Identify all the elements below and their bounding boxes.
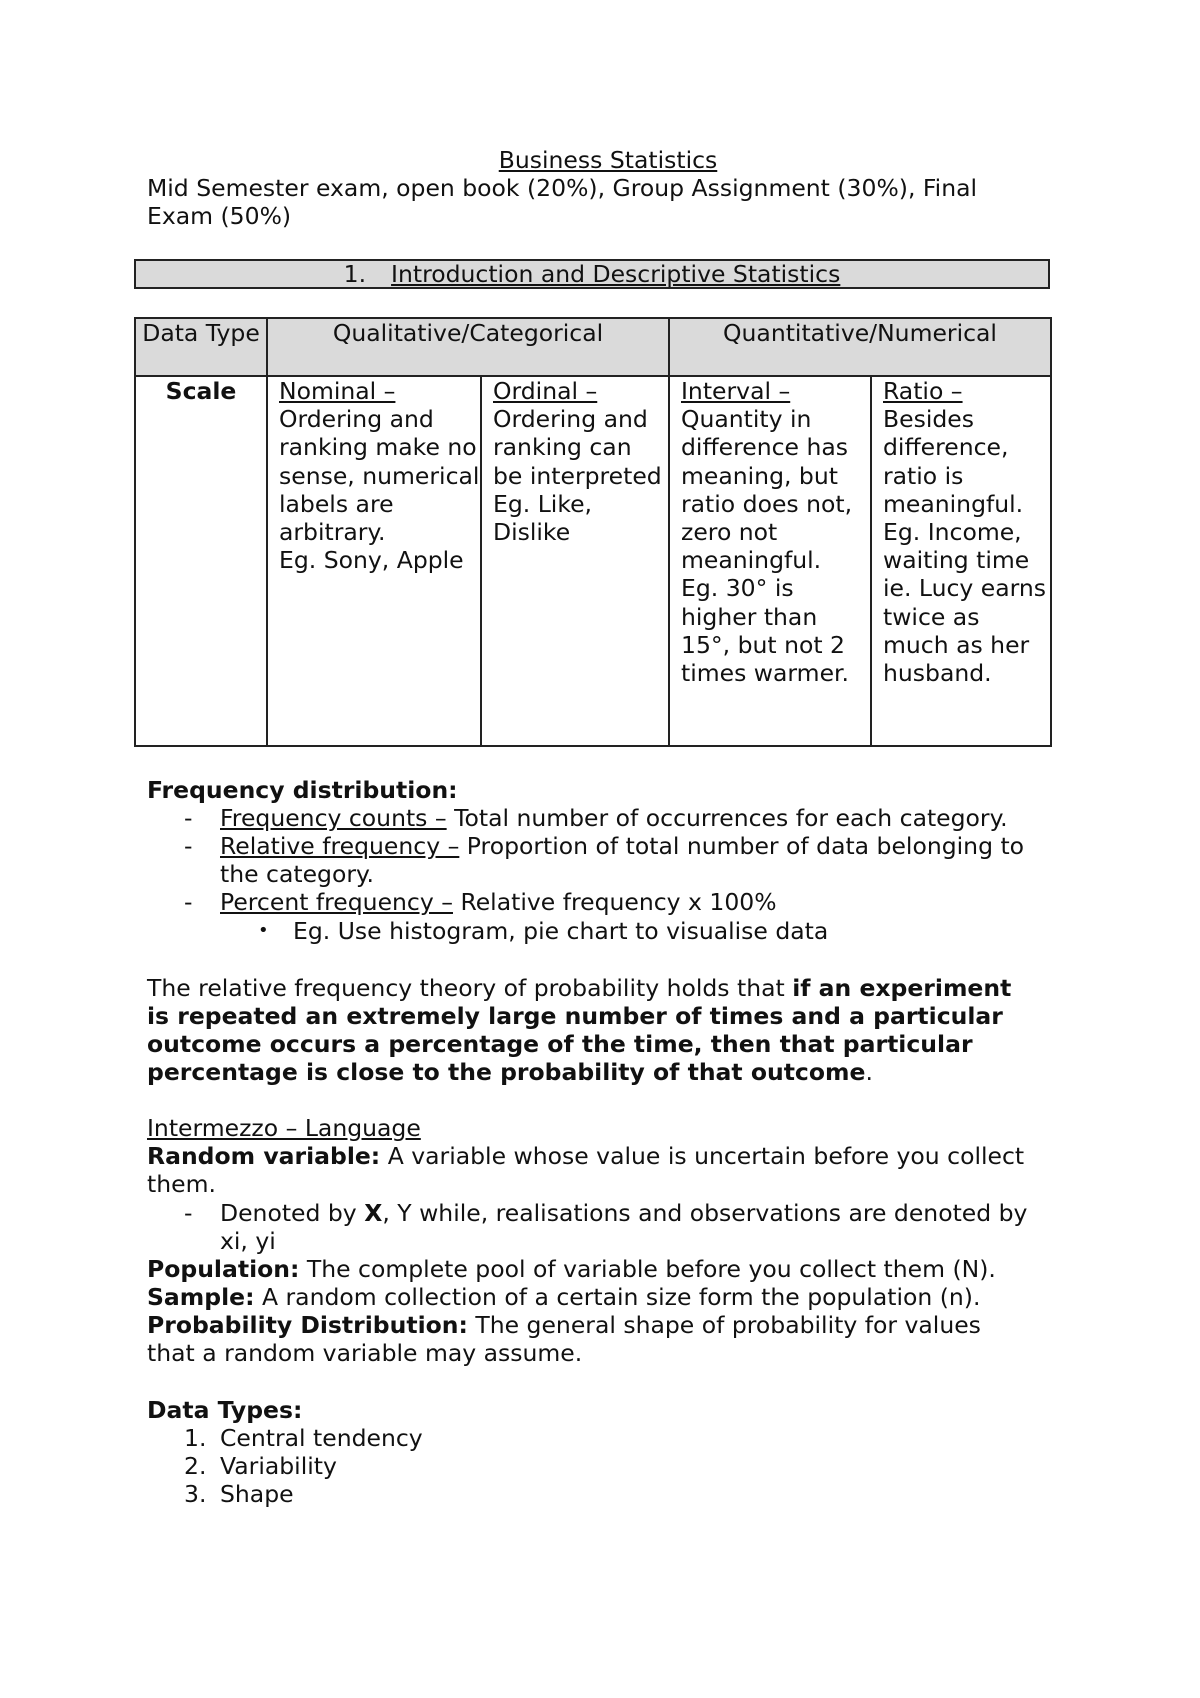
section-heading <box>134 259 1050 289</box>
dash-marker: - <box>184 1199 193 1227</box>
ratio-cell <box>871 376 1051 746</box>
table-header-row <box>135 318 1051 376</box>
frequency-heading: Frequency distribution: <box>147 776 458 804</box>
ratio-example: Eg. Income, waiting time ie. Lucy earns twice as much as her husband. <box>883 518 1047 688</box>
interval-description: Quantity in difference has meaning, but ratio does not, zero not meaningful. <box>681 405 853 575</box>
intermezzo-heading: Intermezzo – Language <box>147 1114 421 1142</box>
relative-frequency-text: Proportion of total number of data belonging to <box>459 832 1025 860</box>
nominal-description: Ordering and ranking make no sense, numerical labels are arbitrary. <box>279 405 480 547</box>
document-page: Business Statistics Mid Semester exam, open book (20%), Group Assignment (30%), Final Exam (50%) 1. Introduction and Descriptive Statistics Data Type Qualitative/Categorical Quantitative/Numerical Scale Nominal – Ordering and ranking make no sense, numerical labels are arbitrary. Eg. Sony, Apple Ordinal – Ordering and ranking can be interpreted Eg. Like, Dislike Interval – Quantity in difference has meaning, but ratio does not, zero not meaningful. Eg. 30° is higher than 15°, but not 2 times warmer. Ratio – Besides difference, ratio is meaningful. Eg. Income, waiting time ie. Lucy earns twice as much as her husband. Frequency distribution: - Frequency counts – Total number of occurrences for each category. - Relative frequency – Proportion of total number of data belonging to the category. - Percent frequency – Relative frequency x 100% • Eg. Use histogram, pie chart to visualise data The relative frequency theory of probability holds that if an experiment is repeated an extremely large number of times and a particular outcome occurs a percentage of the time, then that particular percentage is close to the probability of that outcome. Intermezzo – Language Random variable: A variable whose value is uncertain before you collect them. - Denoted by X, Y while, realisations and observations are denoted by xi, yi Population: The complete pool of variable before you collect them (N). Sample: A random collection of a certain size form the population (n). Probability Distribution: The general shape of probability for values that a random variable may assume. Data Types: 1. Central tendency 2. Variability 3. Shape <box>0 0 1200 1698</box>
interval-example: Eg. 30° is higher than 15°, but not 2 times warmer. <box>681 574 849 688</box>
percent-frequency-term: Percent frequency – <box>220 888 453 916</box>
measurement-scale-table <box>134 317 1052 747</box>
visualise-example: Eg. Use histogram, pie chart to visualise data <box>293 917 829 945</box>
variability-label: Variability <box>220 1452 337 1480</box>
percent-frequency-text: Relative frequency x 100% <box>452 888 777 916</box>
dash-marker: - <box>184 832 193 860</box>
theory-line-3: outcome occurs a percentage of the time, then that particular <box>147 1030 973 1058</box>
list-number: 1. <box>184 1424 207 1452</box>
data-types-heading: Data Types: <box>147 1396 303 1424</box>
denoted-continued: xi, yi <box>220 1227 276 1255</box>
random-variable-definition: Random variable: A variable whose value is uncertain before you collect <box>147 1142 1025 1170</box>
ordinal-example: Eg. Like, Dislike <box>493 489 593 547</box>
nominal-example: Eg. Sony, Apple <box>279 546 464 575</box>
bullet-marker: • <box>258 920 269 941</box>
scale-label: Scale <box>135 376 267 746</box>
random-variable-continued: them. <box>147 1170 216 1198</box>
theory-line-2: is repeated an extremely large number of times and a particular <box>147 1002 1003 1030</box>
probability-distribution-continued: that a random variable may assume. <box>147 1339 583 1367</box>
list-number: 2. <box>184 1452 207 1480</box>
theory-line-4: percentage is close to the probability of that outcome. <box>147 1058 873 1086</box>
ratio-title: Ratio – <box>883 377 963 405</box>
quantitative-header: Quantitative/Numerical <box>669 318 1051 376</box>
table-row <box>135 376 1051 746</box>
central-tendency-label: Central tendency <box>220 1424 423 1452</box>
nominal-title: Nominal – <box>279 377 396 405</box>
list-number: 3. <box>184 1480 207 1508</box>
theory-line-1: The relative frequency theory of probability holds that if an experiment <box>147 974 1012 1002</box>
dash-marker: - <box>184 888 193 916</box>
section-number: 1. <box>343 260 367 288</box>
assessment-line-1: Mid Semester exam, open book (20%), Group Assignment (30%), Final <box>147 174 978 202</box>
interval-title: Interval – <box>681 377 791 405</box>
page-title: Business Statistics <box>498 146 718 174</box>
section-title: Introduction and Descriptive Statistics <box>391 260 841 288</box>
frequency-counts-term: Frequency counts – <box>220 804 447 832</box>
shape-label: Shape <box>220 1480 294 1508</box>
ordinal-description: Ordering and ranking can be interpreted <box>493 405 662 490</box>
ordinal-title: Ordinal – <box>493 377 598 405</box>
relative-frequency-term: Relative frequency – <box>220 832 460 860</box>
nominal-cell <box>267 376 481 746</box>
relative-frequency-continued: the category. <box>220 860 375 888</box>
frequency-counts-text: Total number of occurrences for each category. <box>446 804 1008 832</box>
data-type-header: Data Type <box>135 318 267 376</box>
interval-cell <box>669 376 871 746</box>
assessment-line-2: Exam (50%) <box>147 202 292 230</box>
population-definition: Population: The complete pool of variable before you collect them (N). <box>147 1255 996 1283</box>
sample-definition: Sample: A random collection of a certain size form the population (n). <box>147 1283 981 1311</box>
qualitative-header: Qualitative/Categorical <box>267 318 669 376</box>
ordinal-cell <box>481 376 669 746</box>
dash-marker: - <box>184 804 193 832</box>
ratio-description: Besides difference, ratio is meaningful. <box>883 405 1024 518</box>
probability-distribution-definition: Probability Distribution: The general shape of probability for values <box>147 1311 981 1339</box>
